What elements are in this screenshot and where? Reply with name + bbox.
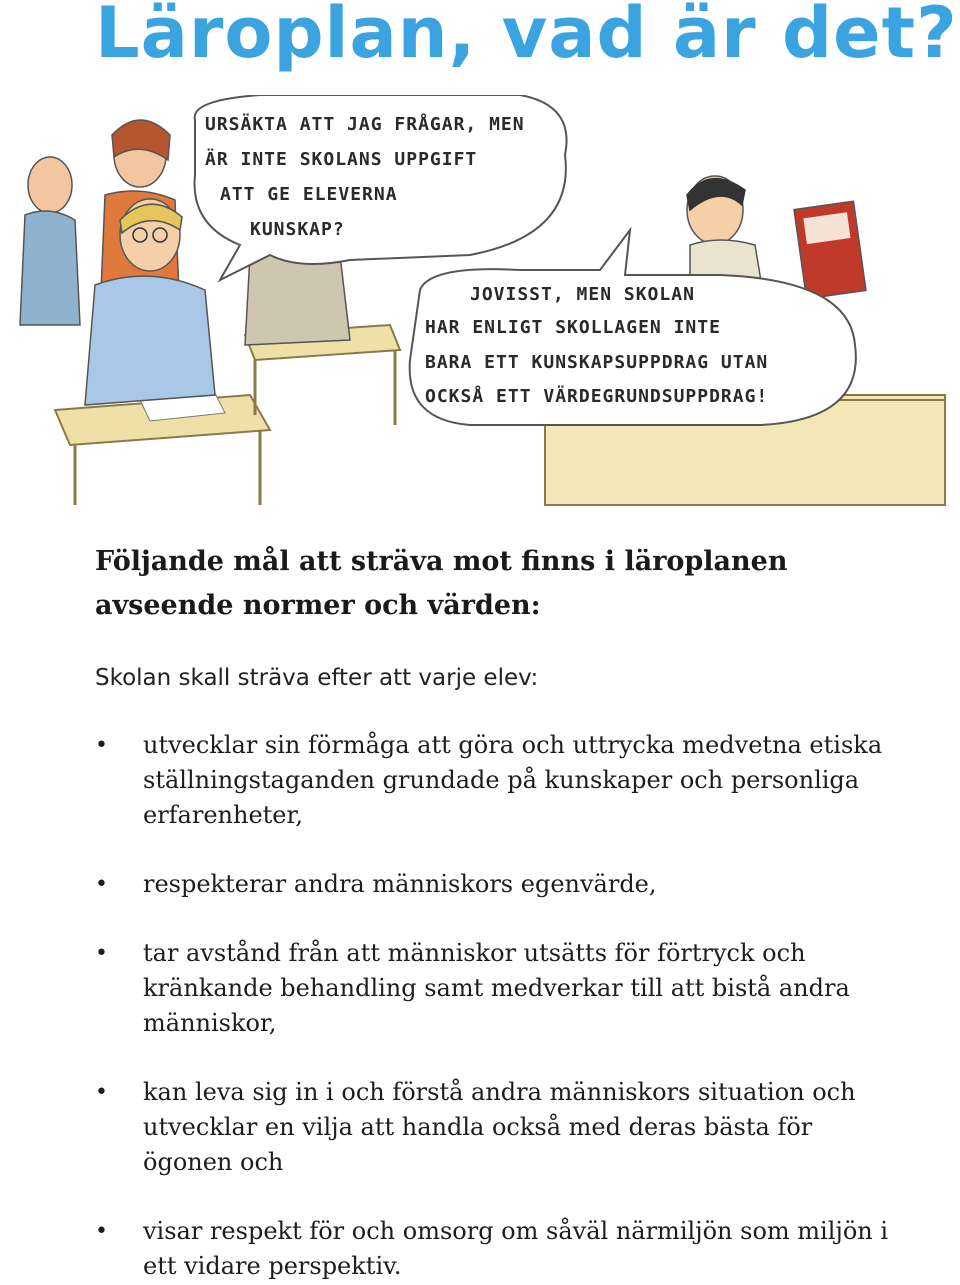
bullet-icon: • xyxy=(95,941,108,966)
student-figure xyxy=(28,157,72,213)
svg-text:URSÄKTA ATT JAG FRÅGAR, MEN: URSÄKTA ATT JAG FRÅGAR, MEN xyxy=(205,114,525,135)
intro-text: Skolan skall sträva efter att varje elev: xyxy=(95,665,539,691)
goal-text: respekterar andra människors egenvärde, xyxy=(143,870,657,898)
list-item xyxy=(95,867,895,902)
list-item xyxy=(95,936,895,1041)
student-figure xyxy=(245,255,350,345)
list-item xyxy=(95,1214,895,1284)
svg-text:OCKSÅ ETT VÄRDEGRUNDSUPPDRAG!: OCKSÅ ETT VÄRDEGRUNDSUPPDRAG! xyxy=(425,386,769,407)
goals-list xyxy=(95,728,895,1284)
bullet-icon: • xyxy=(95,1080,108,1105)
bullet-icon: • xyxy=(95,872,108,897)
svg-text:ÄR INTE SKOLANS UPPGIFT: ÄR INTE SKOLANS UPPGIFT xyxy=(205,149,478,170)
svg-text:ATT GE ELEVERNA: ATT GE ELEVERNA xyxy=(220,184,398,205)
bullet-icon: • xyxy=(95,1219,108,1244)
bullet-icon: • xyxy=(95,733,108,758)
svg-text:BARA ETT KUNSKAPSUPPDRAG UTAN: BARA ETT KUNSKAPSUPPDRAG UTAN xyxy=(425,352,769,373)
list-item xyxy=(95,1075,895,1180)
goal-text: tar avstånd från att människor utsätts för förtryck och kränkande behandling samt medverkar till att bistå andra människor, xyxy=(143,939,850,1037)
svg-text:JOVISST, MEN SKOLAN: JOVISST, MEN SKOLAN xyxy=(470,284,695,305)
goal-text: visar respekt för och omsorg om såväl närmiljön som miljön i ett vidare perspektiv. xyxy=(143,1217,889,1280)
section-heading: Följande mål att sträva mot finns i läroplanen avseende normer och värden: xyxy=(95,546,788,621)
svg-text:HAR ENLIGT SKOLLAGEN INTE: HAR ENLIGT SKOLLAGEN INTE xyxy=(425,317,721,338)
goal-text: kan leva sig in i och förstå andra människors situation och utvecklar en vilja att handla också med deras bästa för ögonen och xyxy=(143,1078,856,1176)
svg-text:KUNSKAP?: KUNSKAP? xyxy=(250,219,345,240)
page-title: Läroplan, vad är det? xyxy=(95,0,958,74)
cartoon-illustration xyxy=(0,95,960,515)
list-item xyxy=(95,728,895,833)
goal-text: utvecklar sin förmåga att göra och uttrycka medvetna etiska ställningstaganden grundade på kunskaper och personliga erfarenheter, xyxy=(143,731,883,829)
